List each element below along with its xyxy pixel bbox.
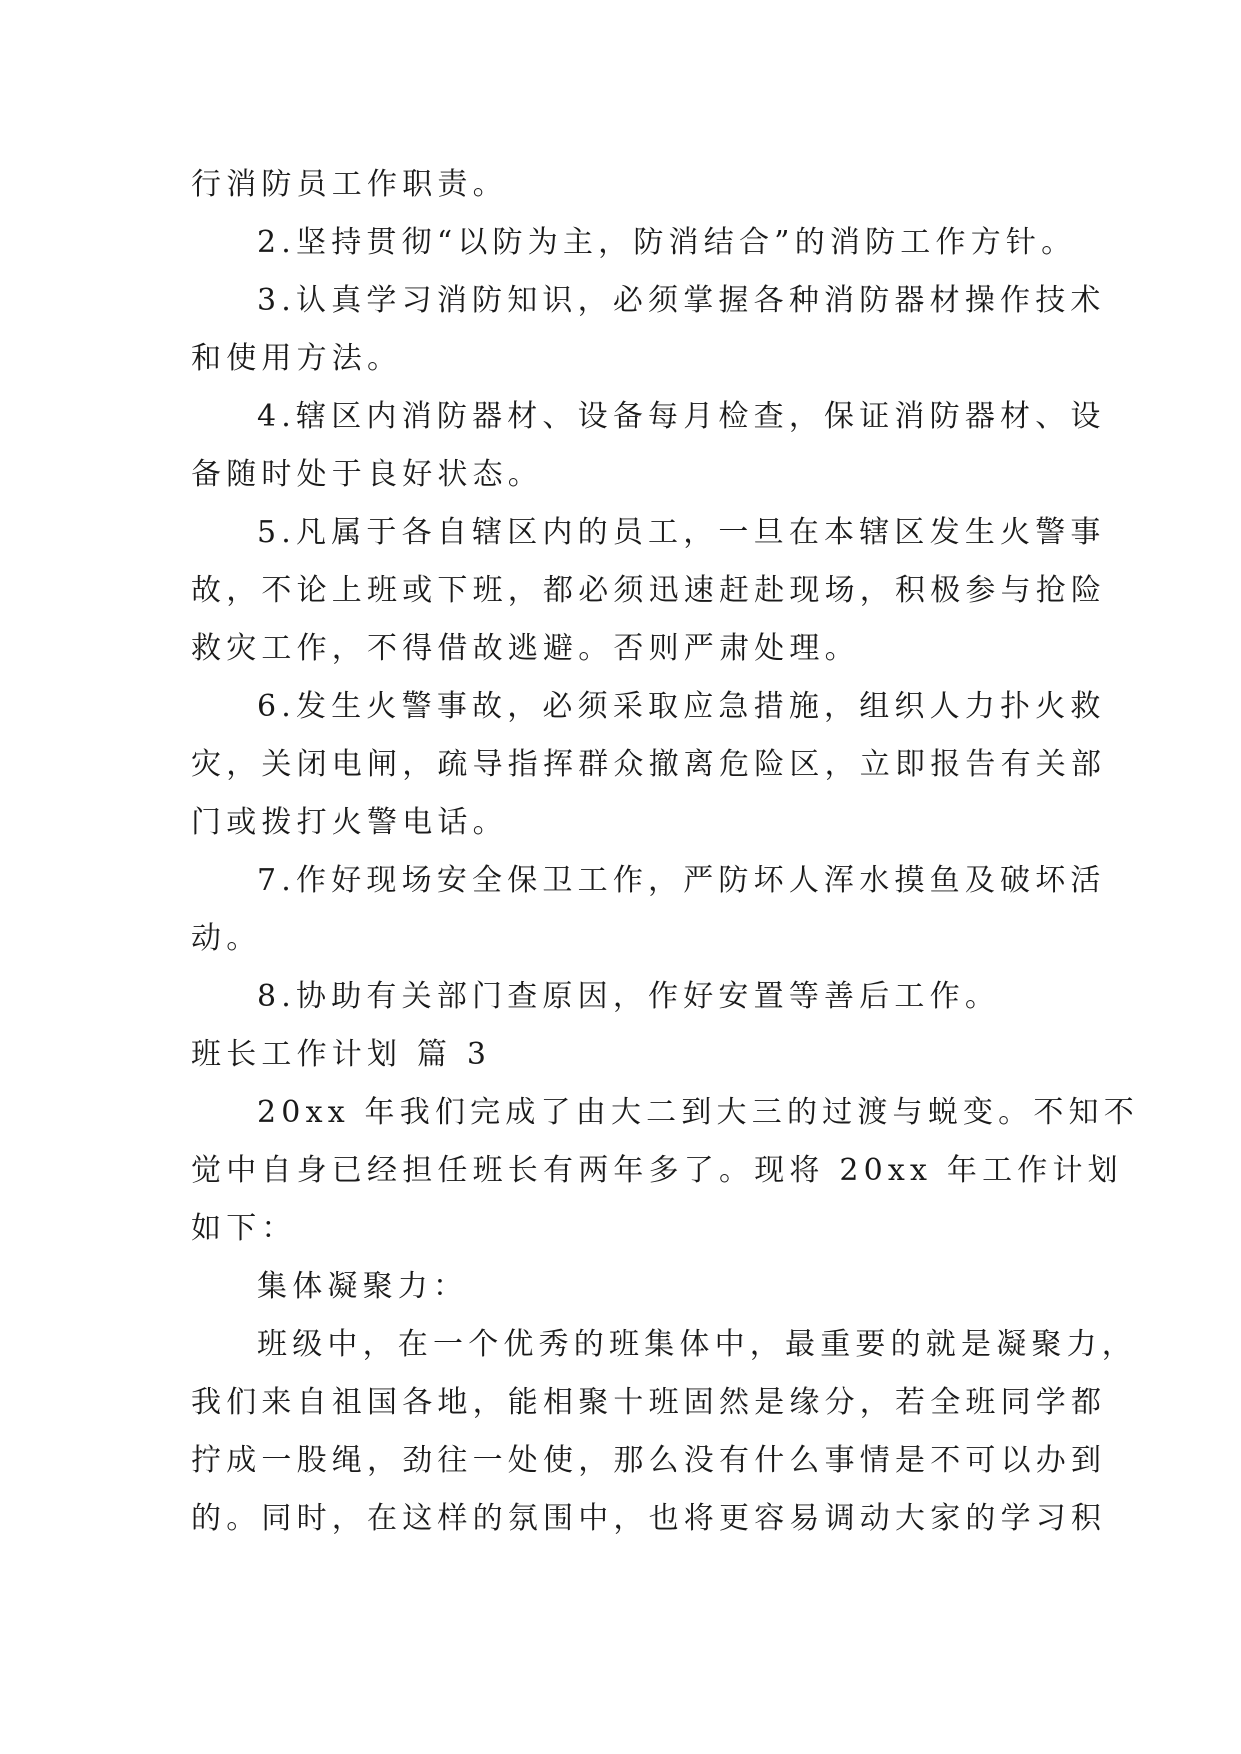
- text-line: 4.辖区内消防器材、设备每月检查，保证消防器材、设: [257, 399, 1106, 434]
- text-line: 5.凡属于各自辖区内的员工，一旦在本辖区发生火警事: [257, 515, 1106, 550]
- text-line: 6.发生火警事故，必须采取应急措施，组织人力扑火救: [257, 689, 1106, 724]
- text-line: 故，不论上班或下班，都必须迅速赶赴现场，积极参与抢险: [191, 573, 1107, 608]
- text-line: 备随时处于良好状态。: [191, 457, 543, 492]
- text-line: 门或拨打火警电话。: [191, 805, 508, 840]
- text-line: 和使用方法。: [191, 341, 403, 376]
- text-line: 7.作好现场安全保卫工作，严防坏人浑水摸鱼及破坏活: [257, 863, 1106, 898]
- text-line: 8.协助有关部门查原因，作好安置等善后工作。: [257, 979, 1001, 1014]
- section-heading: 班长工作计划 篇 3: [191, 1037, 492, 1072]
- subheading: 集体凝聚力：: [257, 1269, 469, 1304]
- text-line: 3.认真学习消防知识，必须掌握各种消防器材操作技术: [257, 283, 1106, 318]
- text-line: 的。同时，在这样的氛围中，也将更容易调动大家的学习积: [191, 1501, 1107, 1536]
- text-line: 班级中，在一个优秀的班集体中，最重要的就是凝聚力，: [257, 1327, 1137, 1362]
- text-line: 如下：: [191, 1211, 297, 1246]
- text-line: 灾，关闭电闸，疏导指挥群众撤离危险区，立即报告有关部: [191, 747, 1107, 782]
- text-line: 20xx 年我们完成了由大二到大三的过渡与蜕变。不知不: [257, 1095, 1139, 1130]
- text-line: 觉中自身已经担任班长有两年多了。现将 20xx 年工作计划: [191, 1153, 1123, 1188]
- text-line: 行消防员工作职责。: [191, 167, 508, 202]
- text-line: 2.坚持贯彻“以防为主，防消结合”的消防工作方针。: [257, 225, 1077, 260]
- text-line: 拧成一股绳，劲往一处使，那么没有什么事情是不可以办到: [191, 1443, 1107, 1478]
- text-line: 救灾工作，不得借故逃避。否则严肃处理。: [191, 631, 860, 666]
- text-line: 动。: [191, 921, 262, 956]
- text-line: 我们来自祖国各地，能相聚十班固然是缘分，若全班同学都: [191, 1385, 1107, 1420]
